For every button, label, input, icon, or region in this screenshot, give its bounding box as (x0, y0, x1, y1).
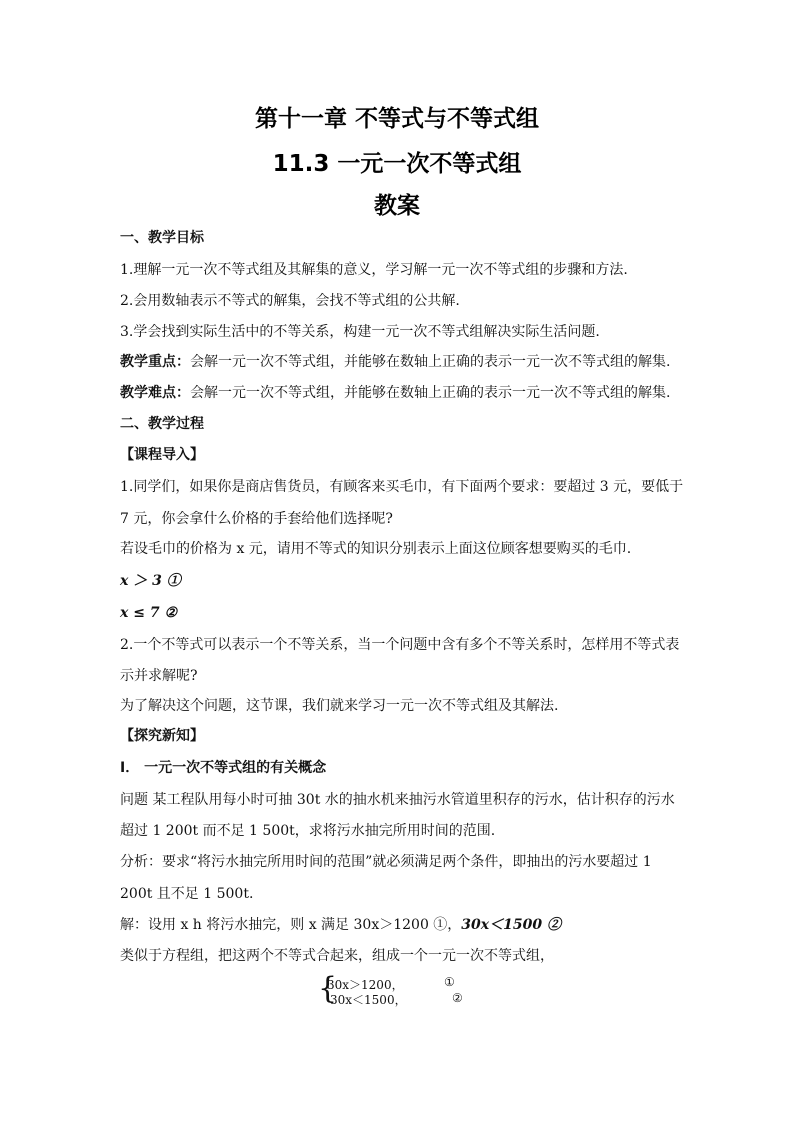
document-type-title: 教案 (374, 193, 420, 219)
concept-subheading: Ⅰ． 一元一次不等式组的有关概念 (120, 760, 327, 776)
analysis-text-b: 200t 且不足 1 500t. (120, 886, 254, 902)
difficult-point-label: 教学难点： (120, 385, 190, 401)
intro-paragraph-1a: 1.同学们，如果你是商店售货员，有顾客来买毛巾，有下面两个要求：要超过 3 元，要低于 (120, 479, 684, 495)
intro-heading: 【课程导入】 (120, 447, 204, 463)
left-brace: { (318, 971, 338, 1006)
section-title: 11.3 一元一次不等式组 (272, 151, 522, 177)
difficult-point (120, 384, 670, 402)
inequality-1: x ＞ 3 ① (120, 573, 181, 589)
intro-paragraph-1b: 7 元，你会拿什么价格的手套给他们选择呢? (120, 511, 393, 527)
key-point (120, 353, 670, 371)
system-row-2: 30x＜1500， (330, 993, 407, 1007)
inequality-2: x ≤ 7 ② (120, 605, 177, 621)
key-point-label: 教学重点： (120, 354, 190, 370)
solution-math: 30x＜1500 ② (461, 917, 561, 933)
chapter-title: 第十一章 不等式与不等式组 (254, 106, 539, 132)
system-marker-1: ① (444, 975, 455, 989)
intro-paragraph-3b: 示并求解呢? (120, 668, 198, 684)
intro-paragraph-4: 为了解决这个问题，这节课，我们就来学习一元一次不等式组及其解法. (120, 698, 559, 714)
goal-1: 1.理解一元一次不等式组及其解集的意义，学习解一元一次不等式组的步骤和方法. (120, 262, 628, 278)
goal-3: 3.学会找到实际生活中的不等关系，构建一元一次不等式组解决实际生活问题. (120, 324, 600, 340)
analysis-text-a: 分析：要求“将污水抽完所用时间的范围”就必须满足两个条件，即抽出的污水要超过 1 (120, 854, 652, 870)
intro-paragraph-3a: 2.一个不等式可以表示一个不等关系，当一个问题中含有多个不等关系时，怎样用不等式表 (120, 637, 680, 653)
section-heading-process: 二、教学过程 (120, 416, 204, 432)
inequality-system (318, 971, 478, 1008)
problem-text-b: 超过 1 200t 而不足 1 500t，求将污水抽完所用时间的范围. (120, 823, 496, 839)
section-heading-goals: 一、教学目标 (120, 230, 204, 246)
goal-2: 2.会用数轴表示不等式的解集，会找不等式组的公共解. (120, 293, 460, 309)
system-row-1: 30x＞1200， (327, 978, 404, 992)
solution-line (120, 916, 561, 934)
intro-paragraph-2: 若设毛巾的价格为 x 元，请用不等式的知识分别表示上面这位顾客想要购买的毛巾. (120, 541, 632, 557)
key-point-text: 会解一元一次不等式组，并能够在数轴上正确的表示一元一次不等式组的解集. (190, 354, 671, 370)
system-marker-2: ② (452, 991, 463, 1005)
problem-text-a: 问题 某工程队用每小时可抽 30t 水的抽水机来抽污水管道里积存的污水，估计积存的污水 (120, 792, 675, 808)
system-intro: 类似于方程组，把这两个不等式合起来，组成一个一元一次不等式组， (120, 948, 554, 964)
explore-heading: 【探究新知】 (120, 728, 204, 744)
solution-text: 解：设用 x h 将污水抽完，则 x 满足 30x＞1200 ①， (120, 917, 462, 933)
difficult-point-text: 会解一元一次不等式组，并能够在数轴上正确的表示一元一次不等式组的解集. (190, 385, 671, 401)
